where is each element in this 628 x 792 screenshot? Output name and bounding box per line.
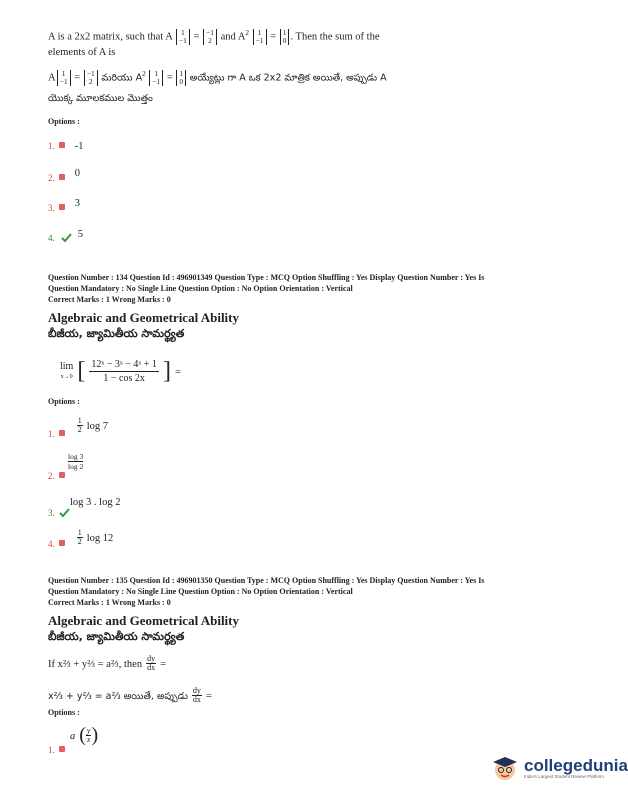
cross-icon: [59, 540, 65, 546]
matrix-1-neg1-b: 1 −1: [253, 29, 267, 45]
q134-meta-line3: Correct Marks : 1 Wrong Marks : 0: [48, 295, 171, 304]
denominator: 1 − cos 2x: [103, 373, 145, 384]
cross-icon: [59, 746, 65, 752]
q133-option-4: 4. $^5$: [48, 229, 83, 243]
q134-options-label: Options :: [48, 397, 80, 406]
q135-options-label: Options :: [48, 708, 80, 717]
collegedunia-logo: [490, 753, 628, 783]
q134-meta-line1: Question Number : 134 Question Id : 496901349 Question Type : MCQ Option Shuffling : Yes Display Question Number : Yes Is: [48, 273, 485, 282]
q134-option-2: $\frac{\log 3}{\log 2}$: [68, 452, 84, 471]
q135-meta-line1: Question Number : 135 Question Id : 496901350 Question Type : MCQ Option Shuffling : Yes Display Question Number : Yes Is: [48, 576, 485, 585]
q133-stem-en-line2: elements of A is: [48, 47, 116, 58]
q135-option-1: a ( $\frac{y}{x}$ ): [70, 724, 99, 746]
q133-stem-en-line1: A is a 2x2 matrix, such that A 1 −1 = −1 2 and $A^2$ 1 −1 = 1 0 . Then the sum of the: [48, 28, 380, 46]
lim-label: lim: [60, 360, 74, 372]
check-icon: [61, 233, 72, 242]
cross-icon: [59, 174, 65, 180]
q133-option-2: 2. $^0$: [48, 168, 80, 183]
cross-icon: [59, 142, 65, 148]
q134-option-3: log 3 . log 2: [70, 497, 121, 508]
q135-stem-te: x⅔ + y⅔ = a⅔ అయితే, అప్పుడు $\frac{dy}{dx}$ =: [48, 685, 212, 704]
logo-wordmark: collegedunia: [524, 756, 628, 775]
q134-section-te: బీజీయ, జ్యామితీయ సామర్థ్యత: [48, 327, 185, 340]
lim-subscript: x→0: [60, 373, 73, 380]
matrix-neg1-2: −1 2: [203, 29, 217, 45]
q134-section-en: Algebraic and Geometrical Ability: [48, 310, 240, 325]
q133-stem-te-line1: A 1 −1 = −1 2 మరియు $A^2$ 1 −1 = 1 0 అయ్యేట్లు గా A ఒక 2x2 మాత్రిక అయితే, అప్పుడు A: [48, 69, 387, 87]
q134-option-1: $_{1.}$ $\frac{1}{2}$ log 7: [48, 415, 109, 439]
matrix-1-neg1: 1 −1: [176, 29, 190, 45]
q135-meta-line2: Question Mandatory : No Single Line Question Option : No Option Orientation : Vertical: [48, 587, 353, 596]
q133-options-label: Options :: [48, 117, 80, 126]
q135-section-en: Algebraic and Geometrical Ability: [48, 613, 240, 628]
q134-option-3-num: 3.: [48, 503, 70, 521]
cross-icon: [59, 430, 65, 436]
q134-meta-line2: Question Mandatory : No Single Line Question Option : No Option Orientation : Vertical: [48, 284, 353, 293]
q134-limit-expression: lim x→0 [ $\frac{\text{12ˣ − 3ˣ − 4ˣ + 1}}{1 - \cos 2x}$ ] =: [60, 358, 181, 384]
q135-stem-en: If x⅔ + y⅔ = a⅔, then $\frac{dy}{dx}$ =: [48, 653, 166, 672]
q135-section-te: బీజీయ, జ్యామితీయ సామర్థ్యత: [48, 630, 185, 643]
numerator: 12ˣ − 3ˣ − 4ˣ + 1: [91, 359, 157, 370]
check-icon: [59, 508, 70, 517]
q134-option-4: $_{4.}$ $\frac{1}{2}$ log 12: [48, 527, 114, 549]
q135-option-1-num: 1.: [48, 740, 65, 758]
logo-tagline: India's Largest Student Review Platform: [524, 774, 604, 779]
cross-icon: [59, 204, 65, 210]
graduate-mascot-icon: [490, 753, 520, 783]
q134-option-2-num: 2.: [48, 466, 65, 484]
q133-option-3: 3. $^3$: [48, 198, 80, 213]
q135-meta-line3: Correct Marks : 1 Wrong Marks : 0: [48, 598, 171, 607]
q133-stem-te-line2: యొక్క మూలకముల మొత్తం: [48, 93, 153, 104]
q133-option-1: 1. -1: [48, 141, 84, 152]
cross-icon: [59, 472, 65, 478]
matrix-1-0: 1 0: [280, 29, 290, 45]
